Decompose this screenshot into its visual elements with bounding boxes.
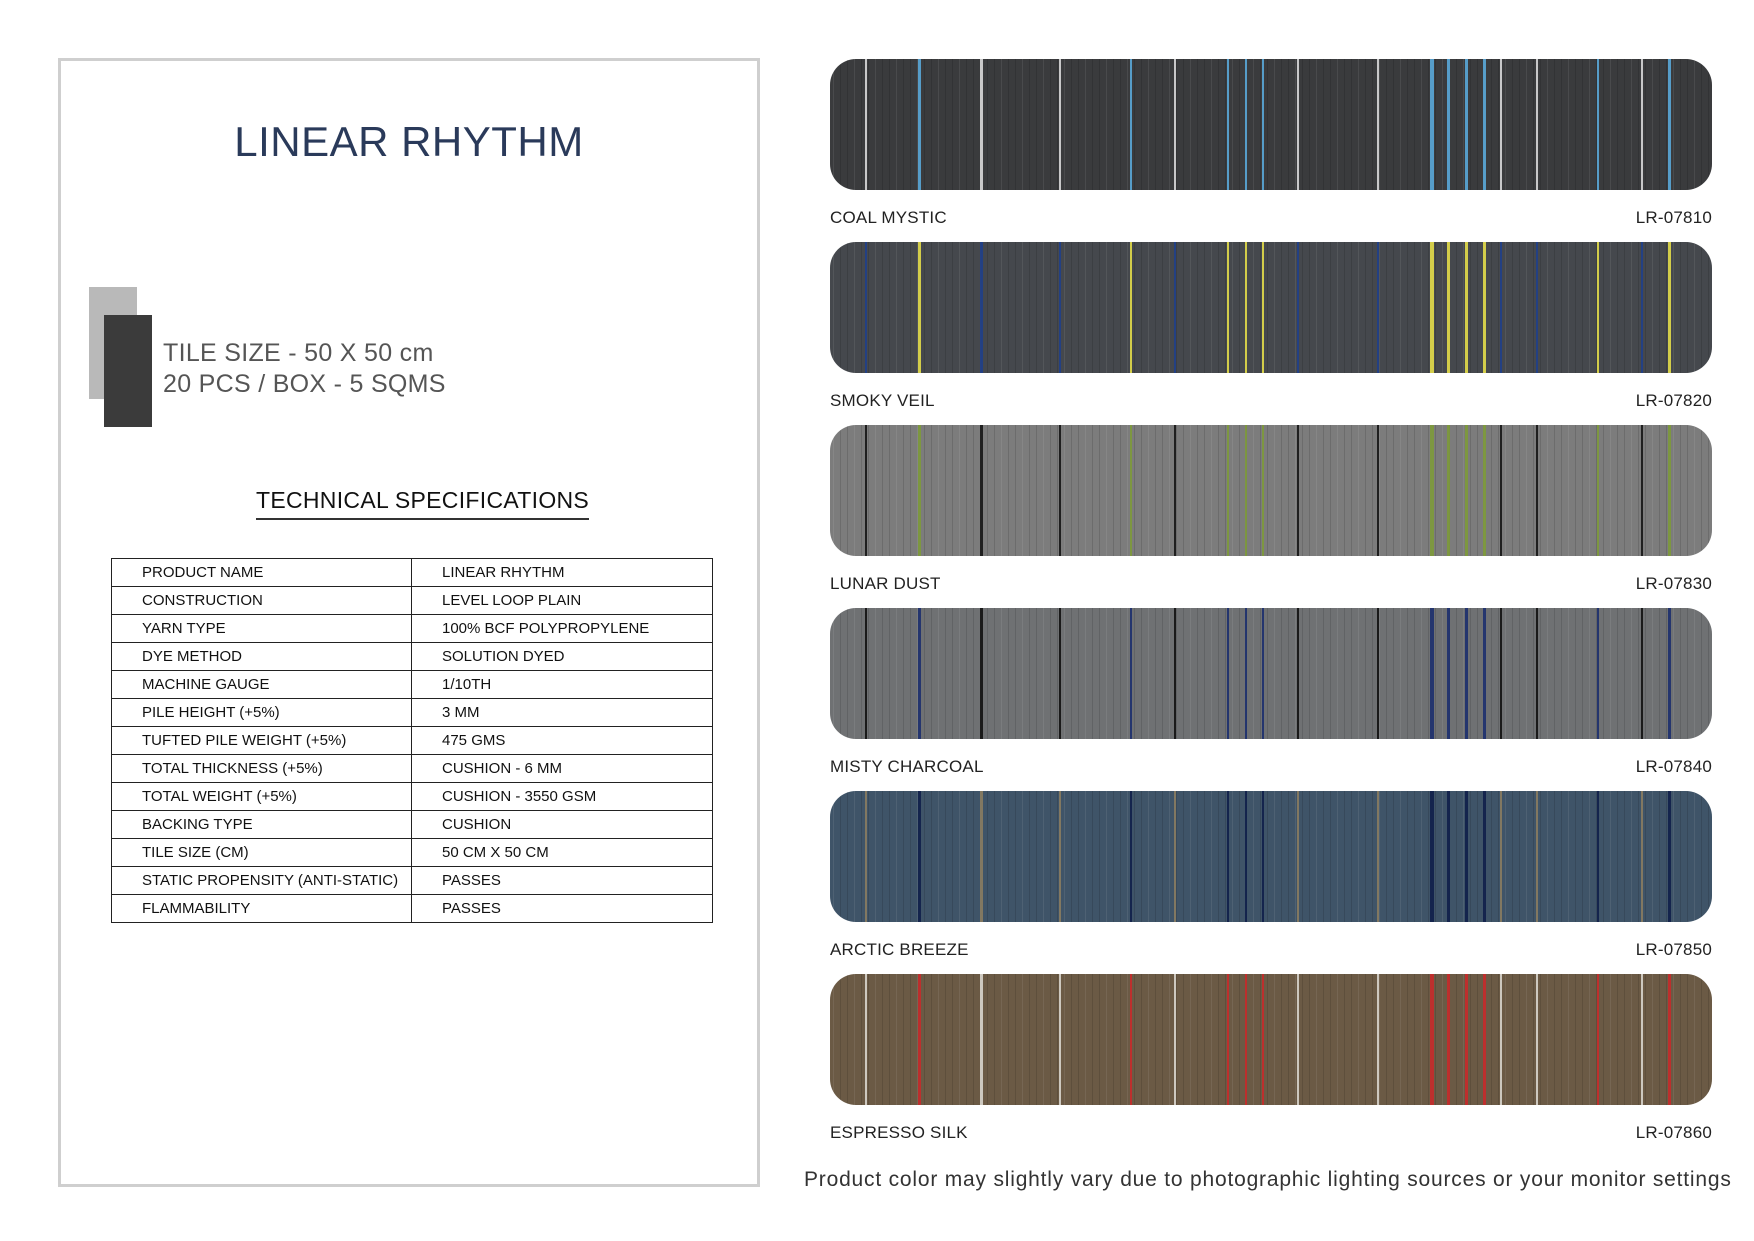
- spec-value: PASSES: [412, 895, 713, 923]
- swatch-image: [830, 608, 1712, 739]
- swatch-name: COAL MYSTIC: [830, 208, 947, 227]
- spec-value: 100% BCF POLYPROPYLENE: [412, 615, 713, 643]
- spec-value: 50 CM X 50 CM: [412, 839, 713, 867]
- swatch-code: LR-07850: [1635, 940, 1712, 959]
- swatch-image: [830, 59, 1712, 190]
- tile-info: [163, 338, 446, 400]
- swatch-code: LR-07830: [1635, 574, 1712, 593]
- swatch-name: SMOKY VEIL: [830, 391, 935, 410]
- table-row: [112, 783, 713, 811]
- table-row: [112, 699, 713, 727]
- swatch-name: ESPRESSO SILK: [830, 1123, 968, 1142]
- spec-value: 1/10TH: [412, 671, 713, 699]
- spec-value: LEVEL LOOP PLAIN: [412, 587, 713, 615]
- table-row: [112, 727, 713, 755]
- spec-value: 475 GMS: [412, 727, 713, 755]
- spec-label: TOTAL THICKNESS (+5%): [112, 755, 412, 783]
- swatch-code: LR-07810: [1635, 208, 1712, 227]
- spec-value: SOLUTION DYED: [412, 643, 713, 671]
- table-row: [112, 811, 713, 839]
- spec-label: PILE HEIGHT (+5%): [112, 699, 412, 727]
- table-row: [112, 895, 713, 923]
- swatch-name: MISTY CHARCOAL: [830, 757, 984, 776]
- tile-icon-front: [104, 315, 152, 427]
- spec-value: LINEAR RHYTHM: [412, 559, 713, 587]
- swatch-image: [830, 974, 1712, 1105]
- table-row: [112, 559, 713, 587]
- spec-value: CUSHION: [412, 811, 713, 839]
- spec-label: FLAMMABILITY: [112, 895, 412, 923]
- table-row: [112, 755, 713, 783]
- swatch-image: [830, 425, 1712, 556]
- spec-value: PASSES: [412, 867, 713, 895]
- table-row: [112, 671, 713, 699]
- spec-table: [111, 558, 713, 923]
- swatch-name: ARCTIC BREEZE: [830, 940, 969, 959]
- spec-heading: TECHNICAL SPECIFICATIONS: [256, 487, 589, 520]
- spec-label: CONSTRUCTION: [112, 587, 412, 615]
- table-row: [112, 839, 713, 867]
- swatch-image: [830, 791, 1712, 922]
- box-line: 20 PCS / BOX - 5 SQMS: [163, 370, 446, 398]
- table-row: [112, 643, 713, 671]
- spec-label: DYE METHOD: [112, 643, 412, 671]
- tile-size-line: TILE SIZE - 50 X 50 cm: [163, 339, 434, 367]
- spec-label: BACKING TYPE: [112, 811, 412, 839]
- swatch-image: [830, 242, 1712, 373]
- color-disclaimer: Product color may slightly vary due to photographic lighting sources or your monitor settings: [804, 1168, 1732, 1191]
- spec-label: PRODUCT NAME: [112, 559, 412, 587]
- swatch-code: LR-07840: [1635, 757, 1712, 776]
- spec-label: TOTAL WEIGHT (+5%): [112, 783, 412, 811]
- spec-value: CUSHION - 6 MM: [412, 755, 713, 783]
- spec-value: CUSHION - 3550 GSM: [412, 783, 713, 811]
- swatch-code: LR-07860: [1635, 1123, 1712, 1142]
- spec-value: 3 MM: [412, 699, 713, 727]
- table-row: [112, 867, 713, 895]
- spec-label: YARN TYPE: [112, 615, 412, 643]
- swatch-code: LR-07820: [1635, 391, 1712, 410]
- spec-label: TUFTED PILE WEIGHT (+5%): [112, 727, 412, 755]
- table-row: [112, 587, 713, 615]
- spec-label: STATIC PROPENSITY (ANTI-STATIC): [112, 867, 412, 895]
- swatch-name: LUNAR DUST: [830, 574, 941, 593]
- spec-label: MACHINE GAUGE: [112, 671, 412, 699]
- spec-label: TILE SIZE (CM): [112, 839, 412, 867]
- table-row: [112, 615, 713, 643]
- product-title: LINEAR RHYTHM: [234, 118, 584, 165]
